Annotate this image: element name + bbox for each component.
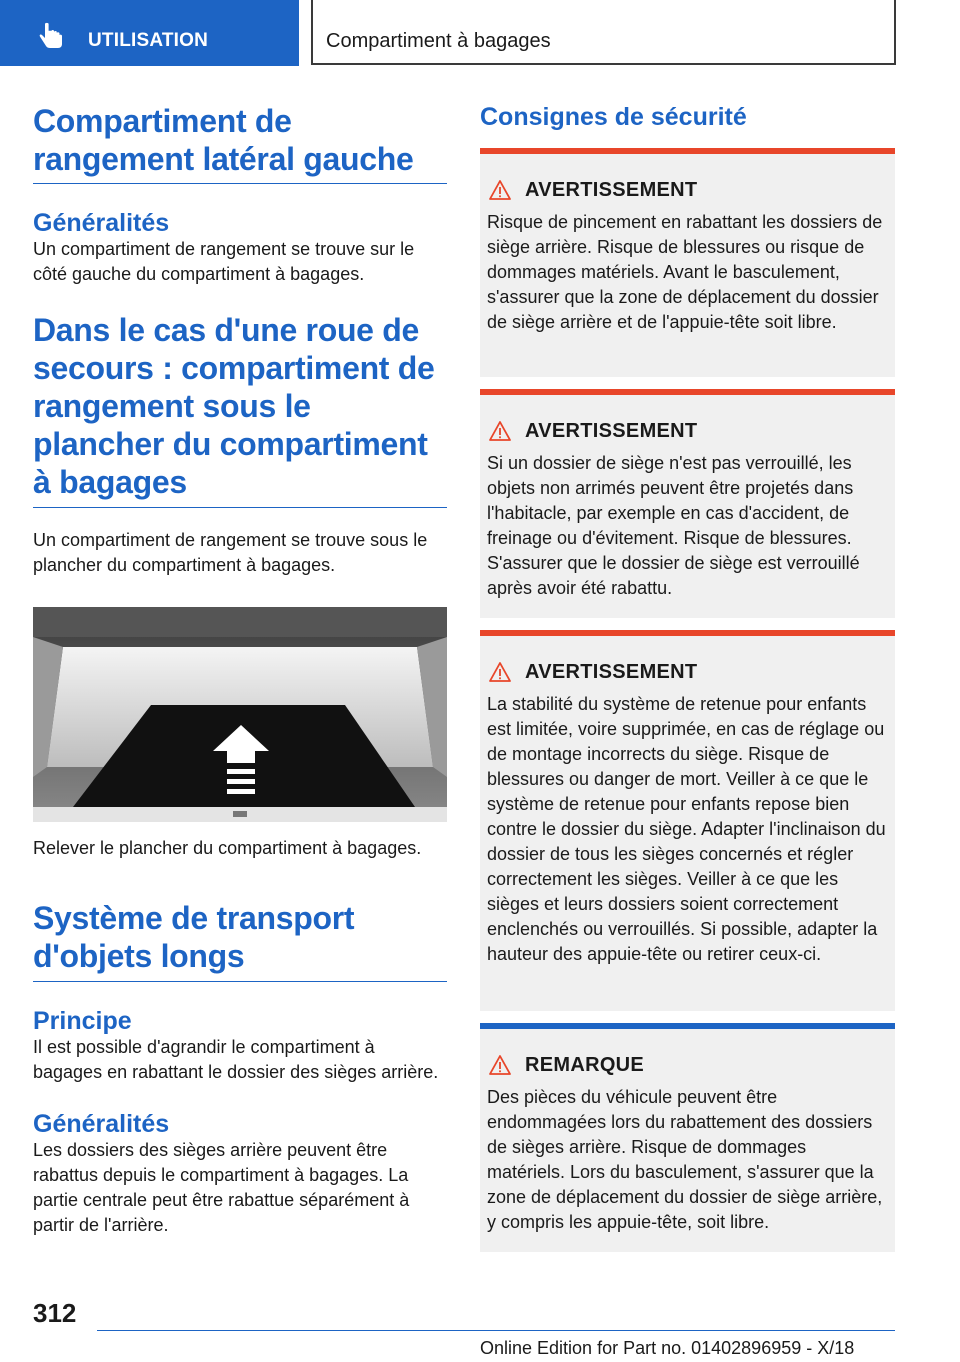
chapter-header bbox=[311, 0, 896, 65]
heading-general-2: Généralités bbox=[33, 1110, 170, 1138]
warning-box bbox=[480, 148, 895, 377]
page-number: 312 bbox=[33, 1298, 77, 1328]
trunk-floor-image bbox=[33, 607, 447, 822]
warning-text: Risque de pincement en rabattant les dossiers de siège arrière. Risque de blessures ou risque de dommages matériels. Avant le basculement, s'assurer que la zone de déplacement du dossier de siège arrière et de l'appuie-tête soit libre. bbox=[487, 212, 883, 332]
section-tab[interactable] bbox=[0, 0, 299, 66]
left-column bbox=[33, 102, 447, 1238]
footer-edition: Online Edition for Part no. 01402896959 - X/18 bbox=[480, 1338, 855, 1358]
hand-pointer-icon bbox=[38, 22, 68, 52]
warning-text: Si un dossier de siège n'est pas verrouillé, les objets non arrimés peuvent être projetés dans l'habitacle, par exemple en cas d'accident, de freinage ou d'évitement. Risque de blessures. S'assurer que le dossier de siège est verrouillé après avoir été rabattu. bbox=[487, 453, 860, 598]
heading-spare-wheel: Dans le cas d'une roue de secours : compartiment de rangement sous le plancher du compartiment à bagages bbox=[33, 312, 435, 500]
warning-triangle-icon bbox=[489, 420, 511, 442]
warning-text: La stabilité du système de retenue pour enfants est limitée, voire supprimée, en cas de réglage ou de montage incorrects du siège. Risque de blessures ou danger de mort. Veiller à ce que le système de retenue pour enfants repose bien contre le dossier du siège. Adapter l'inclinaison du dossier de tous les sièges concernés et régler correctement les sièges. Veiller à ce que les sièges et leurs dossiers soient correctement enclenchés ou verrouillés. Si possible, adapter la hauteur des appuie-tête ou retirer ceux-ci. bbox=[487, 694, 886, 964]
warning-triangle-icon bbox=[489, 1054, 511, 1076]
warning-title: AVERTISSEMENT bbox=[525, 178, 698, 201]
heading-rule bbox=[33, 183, 447, 184]
heading-rule bbox=[33, 507, 447, 508]
heading-general-1: Généralités bbox=[33, 209, 170, 237]
warning-box bbox=[480, 389, 895, 618]
paragraph-spare-wheel: Un compartiment de rangement se trouve sous le plancher du compartiment à bagages. bbox=[33, 530, 428, 575]
notice-text: Des pièces du véhicule peuvent être endommagées lors du rabattement des dossiers de sièges arrière. Risque de dommages matériels. Lors du basculement, s'assurer que la zone de déplacement du dossier de siège arrière, y compris les appuie-tête, soit libre. bbox=[487, 1087, 883, 1232]
heading-principle: Principe bbox=[33, 1007, 132, 1035]
right-column bbox=[480, 102, 895, 1252]
image-caption: Relever le plancher du compartiment à bagages. bbox=[33, 838, 422, 858]
paragraph-principle: Il est possible d'agrandir le compartiment à bagages en rabattant le dossier des sièges arrière. bbox=[33, 1037, 439, 1082]
paragraph-general-2: Les dossiers des sièges arrière peuvent être rabattus depuis le compartiment à bagages. La partie centrale peut être rabattue séparément à partir de l'arrière. bbox=[33, 1140, 410, 1235]
heading-long-objects: Système de transport d'objets longs bbox=[33, 900, 355, 974]
heading-side-compartment: Compartiment de rangement latéral gauche bbox=[33, 103, 414, 177]
warning-triangle-icon bbox=[489, 661, 511, 683]
warning-triangle-icon bbox=[489, 179, 511, 201]
paragraph-general-1: Un compartiment de rangement se trouve sur le côté gauche du compartiment à bagages. bbox=[33, 239, 415, 284]
warning-title: AVERTISSEMENT bbox=[525, 419, 698, 442]
notice-box bbox=[480, 1023, 895, 1252]
warning-title: AVERTISSEMENT bbox=[525, 660, 698, 683]
warning-box bbox=[480, 630, 895, 1011]
footer-rule bbox=[97, 1330, 895, 1331]
notice-title: REMARQUE bbox=[525, 1053, 645, 1076]
section-label: UTILISATION bbox=[88, 30, 209, 51]
chapter-title: Compartiment à bagages bbox=[326, 30, 551, 52]
heading-safety: Consignes de sécurité bbox=[480, 103, 747, 131]
heading-rule bbox=[33, 981, 447, 982]
